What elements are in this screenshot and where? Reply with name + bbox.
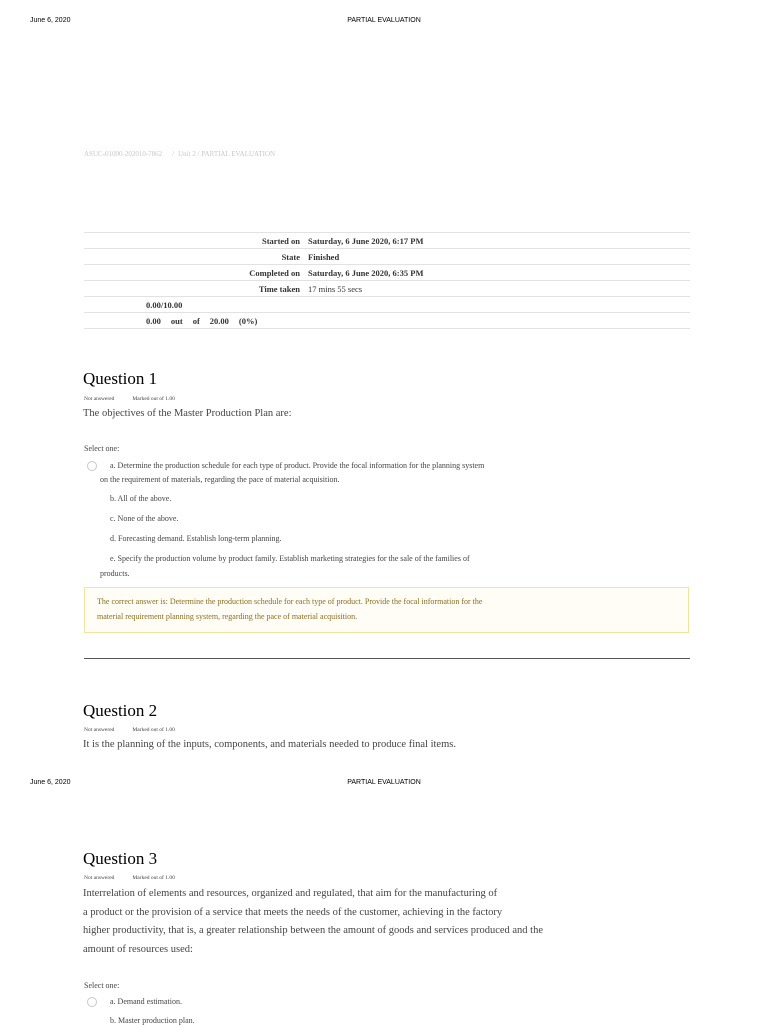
question-1-title: Question 1: [83, 369, 158, 388]
completed-label: Completed on: [84, 265, 304, 281]
marks-value: 0.00/10.00: [84, 297, 690, 313]
breadcrumb-path-link[interactable]: Unit 2 / PARTIAL EVALUATION: [178, 150, 276, 158]
question-2-status: Not answered: [84, 727, 115, 733]
question-1-marks: Marked out of 1.00: [132, 396, 175, 402]
q3-option-a-radio[interactable]: [87, 997, 97, 1007]
grade-percent: (0%): [238, 315, 258, 326]
summary-row-time: [84, 281, 690, 297]
question-3-text-line-4: amount of resources used:: [83, 943, 193, 955]
time-label: Time taken: [84, 281, 304, 297]
q1-option-d[interactable]: d. Forecasting demand. Establish long-term planning.: [110, 534, 282, 543]
question-3-text-line-1: Interrelation of elements and resources, organized and regulated, that aim for the manufacturing of: [83, 888, 498, 899]
q1-option-c[interactable]: c. None of the above.: [110, 514, 179, 523]
q1-option-a-cont: on the requirement of materials, regarding the pace of material acquisition.: [100, 475, 340, 484]
q3-option-a[interactable]: a. Demand estimation.: [110, 997, 182, 1006]
question-divider: [84, 658, 690, 659]
question-3-status: Not answered: [84, 875, 115, 881]
summary-row-marks: [84, 297, 690, 313]
completed-value: Saturday, 6 June 2020, 6:35 PM: [304, 265, 690, 281]
state-value: Finished: [304, 249, 690, 265]
print-date: June 6, 2020: [30, 17, 71, 24]
started-label: Started on: [84, 233, 304, 249]
print-title: PARTIAL EVALUATION: [347, 17, 421, 24]
question-2-text: It is the planning of the inputs, components, and materials needed to produce final items.: [83, 739, 456, 750]
print-header: [0, 17, 768, 37]
state-label: State: [84, 249, 304, 265]
q3-option-b[interactable]: b. Master production plan.: [110, 1016, 195, 1025]
question-1-select-one: Select one:: [84, 444, 120, 453]
question-2-meta: [84, 727, 175, 733]
question-2-marks: Marked out of 1.00: [132, 727, 175, 733]
breadcrumb: [84, 150, 275, 158]
print-title-page-2: PARTIAL EVALUATION: [347, 779, 421, 786]
print-header-page-2: [0, 779, 768, 799]
grade-of: of: [192, 315, 200, 326]
question-3-text-line-2: a product or the provision of a service that meets the needs of the customer, achieving in the factory: [83, 906, 503, 918]
summary-row-grade: [84, 313, 690, 329]
summary-row-completed: [84, 265, 690, 281]
question-3-select-one: Select one:: [84, 981, 120, 990]
breadcrumb-course-link[interactable]: ASUC-01000-202010-7862: [84, 150, 163, 158]
question-2-title: Question 2: [83, 701, 158, 720]
time-value: 17 mins 55 secs: [304, 281, 690, 297]
q1-option-e[interactable]: e. Specify the production volume by product family. Establish marketing strategies for the sale of the families of: [110, 554, 470, 563]
grade-total: 20.00: [209, 315, 229, 326]
print-date-page-2: June 6, 2020: [30, 779, 71, 786]
question-3-meta: [84, 875, 175, 881]
q1-option-a-radio[interactable]: [87, 461, 97, 471]
q1-option-a[interactable]: [110, 459, 484, 473]
question-3-title: Question 3: [83, 849, 158, 868]
breadcrumb-separator: /: [172, 150, 175, 158]
summary-row-started: [84, 233, 690, 249]
question-3-text-line-3: higher productivity, that is, a greater relationship between the amount of goods and services produced and the: [83, 925, 544, 936]
started-value: Saturday, 6 June 2020, 6:17 PM: [304, 233, 690, 249]
grade-out: out: [170, 315, 183, 326]
question-1-text: The objectives of the Master Production Plan are:: [83, 408, 292, 419]
question-3-text: [83, 885, 543, 959]
grade-score: 0.00: [146, 315, 161, 326]
q1-option-a-line1: a. Determine the production schedule for each type of product. Provide the focal information for the planning system: [110, 461, 485, 470]
question-1-feedback: [84, 587, 689, 633]
question-1-status: Not answered: [84, 396, 115, 402]
question-1-correct-answer: [97, 595, 577, 624]
feedback-line-1: The correct answer is: Determine the production schedule for each type of product. Provide the focal information for the: [97, 597, 483, 606]
q1-option-b[interactable]: b. All of the above.: [110, 494, 172, 503]
grade-value: [84, 313, 690, 329]
attempt-summary-table: [84, 232, 690, 329]
question-1-meta: [84, 396, 175, 402]
summary-row-state: [84, 249, 690, 265]
question-3-marks: Marked out of 1.00: [132, 875, 175, 881]
q1-option-e-cont: products.: [100, 569, 130, 578]
feedback-line-2: material requirement planning system, regarding the pace of material acquisition.: [97, 611, 358, 621]
